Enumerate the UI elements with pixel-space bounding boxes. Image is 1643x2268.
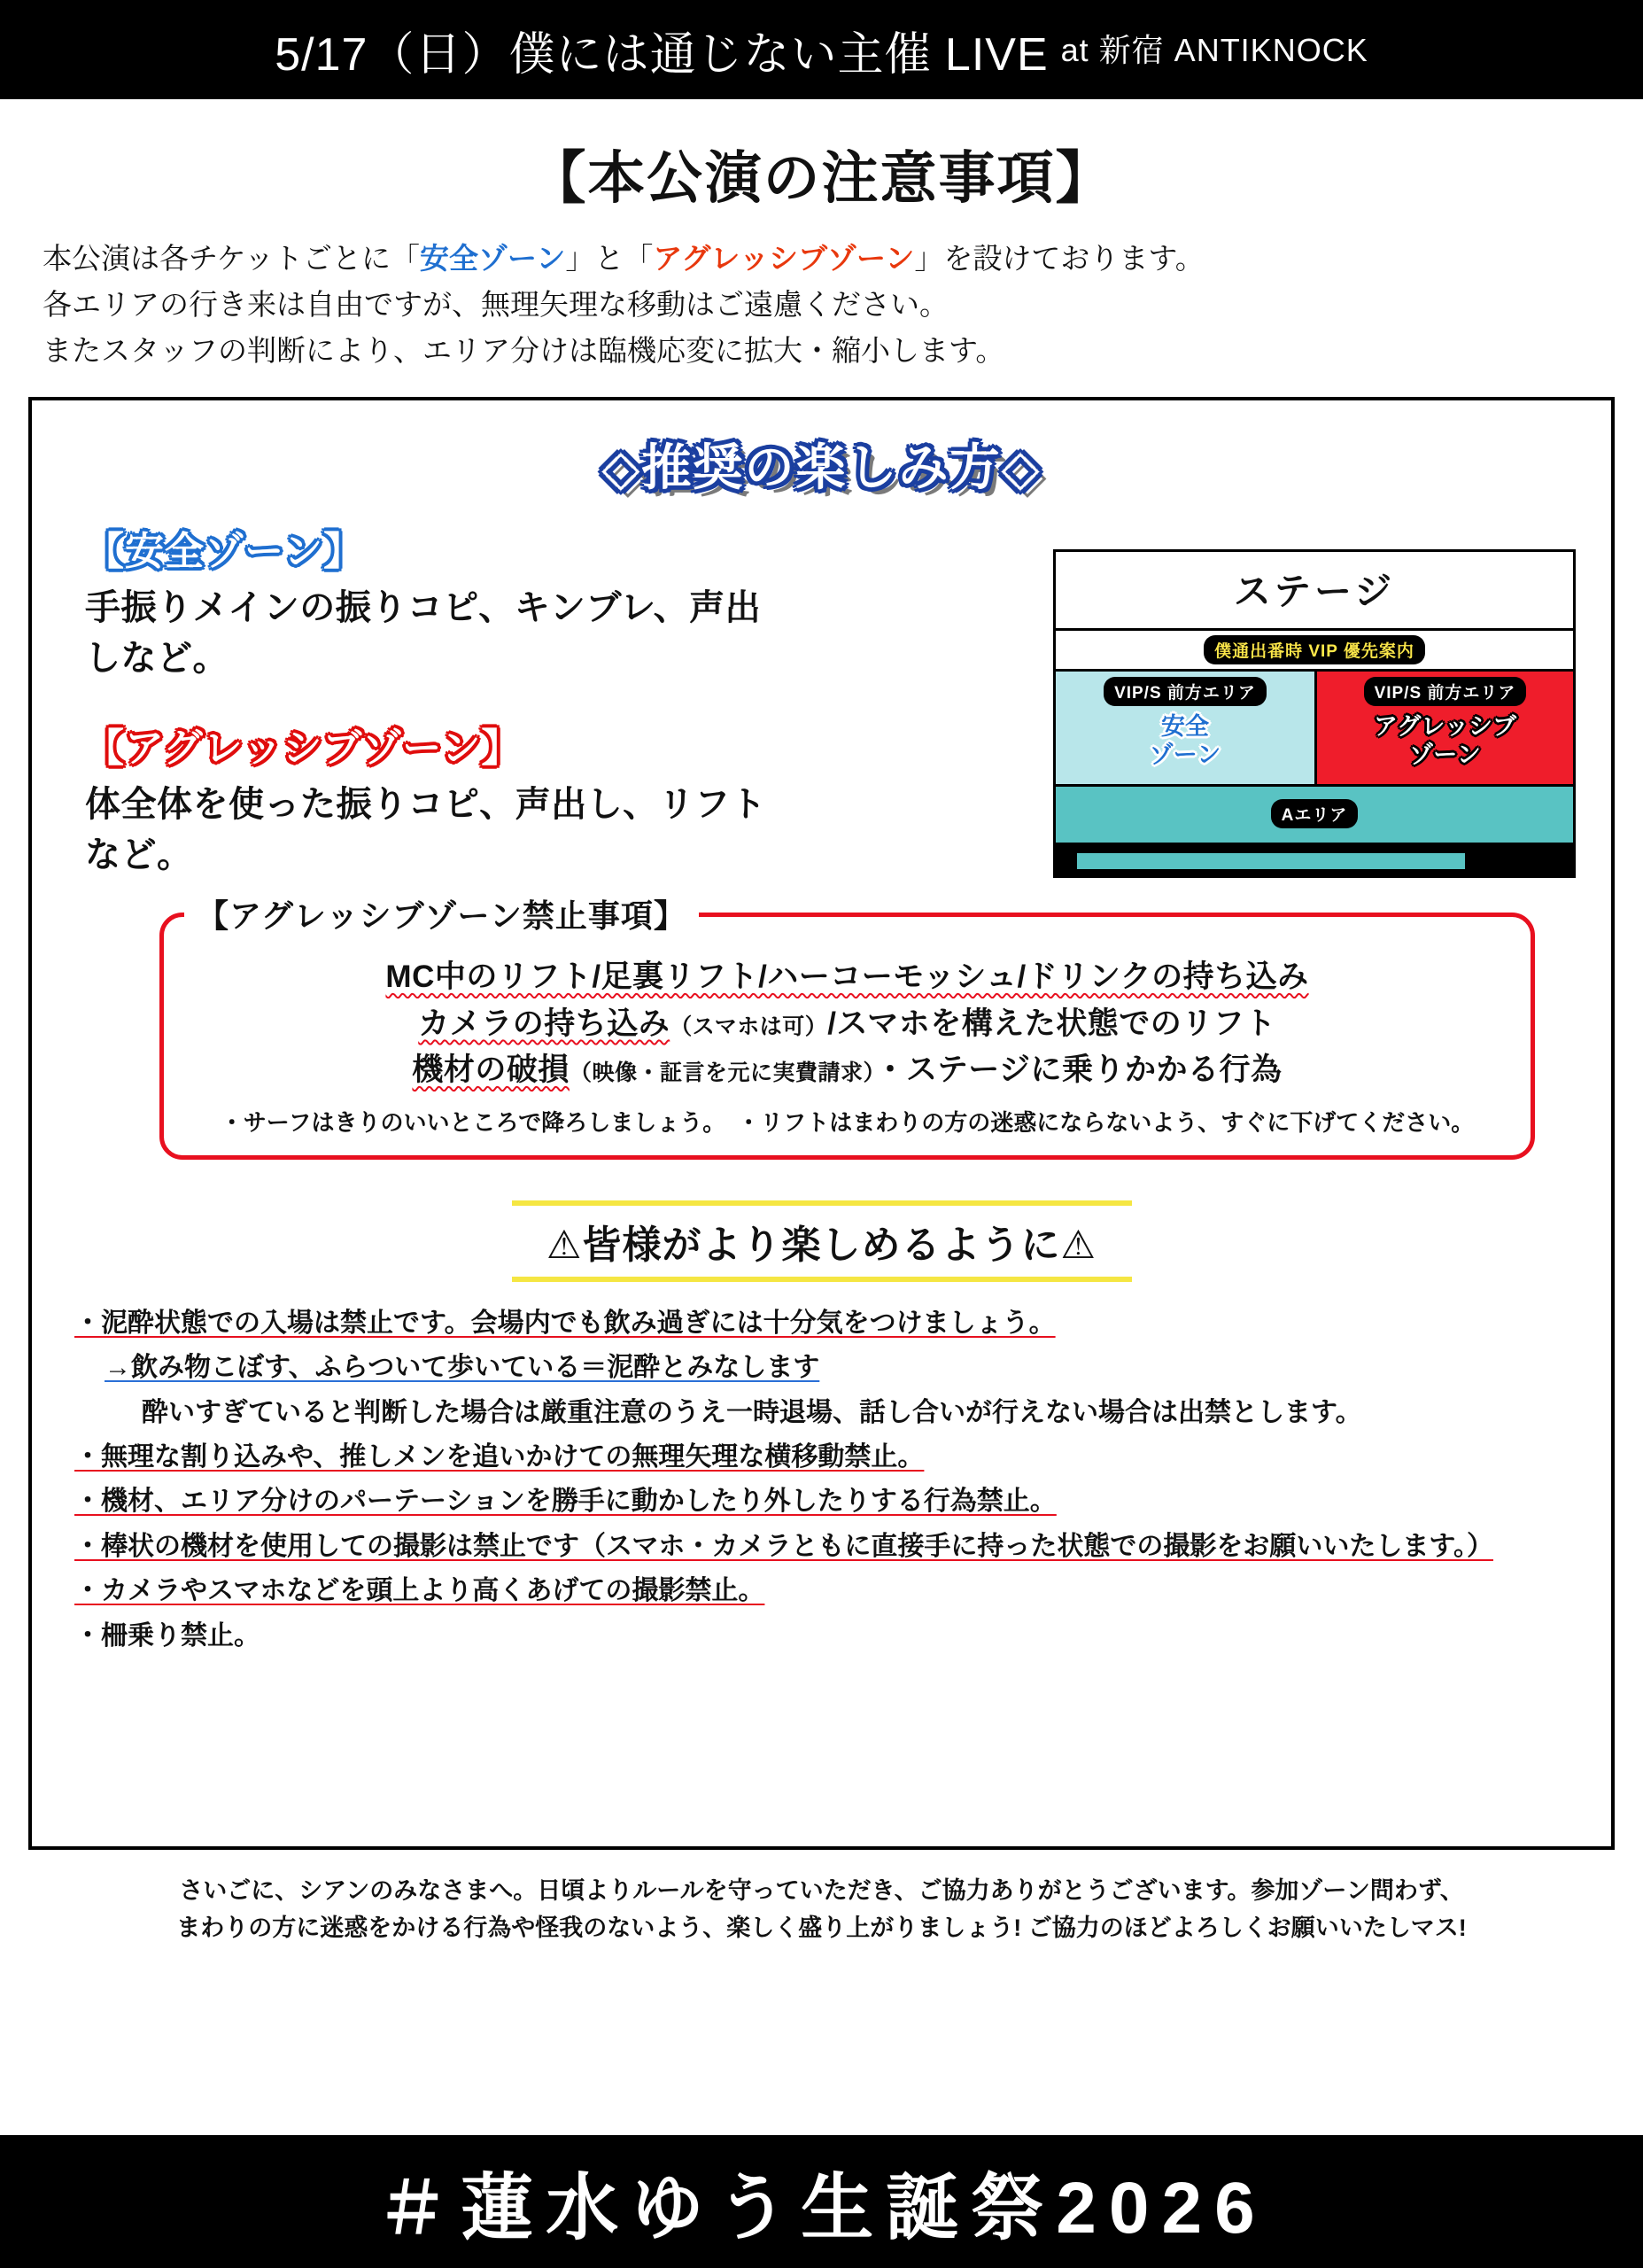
map-safe-zone-line2: ゾーン <box>1149 742 1221 769</box>
map-entrance-area <box>1056 845 1573 875</box>
prohibited-line-3a: 機材の破損 <box>412 1052 570 1088</box>
main-content-box <box>28 397 1615 1850</box>
map-safe-vip-tag: VIP/S 前方エリア <box>1104 677 1267 706</box>
safe-zone-term: 安全ゾーン <box>420 242 566 275</box>
prohibited-line-1 <box>180 954 1515 1001</box>
prohibited-extra-note: ・サーフはきりのいいところで降ろしましょう。 ・リフトはまわりの方の迷惑にならないよう、すぐに下げてください。 <box>220 1108 1475 1136</box>
recommended-heading: ◇推奨の楽しみ方◇ <box>601 439 1042 496</box>
aggressive-zone-label: 【アグレッシブゾーン】 <box>85 726 522 771</box>
rule-item-text: ・泥酔状態での入場は禁止です。会場内でも飲み過ぎには十分気をつけましょう。 <box>74 1308 1056 1338</box>
intro-line-1a: 本公演は各チケットごとに「 <box>43 242 421 275</box>
page-title: 【本公演の注意事項】 <box>529 146 1114 210</box>
closing-line-1: さいごに、シアンのみなさまへ。日頃よりルールを守っていただき、ご協力ありがとうございます。参加ゾーン問わず、 <box>179 1877 1464 1905</box>
prohibited-line-2-note: （スマホは可） <box>670 1014 828 1039</box>
prohibited-line-3b: ・ステージに乗りかかる行為 <box>874 1052 1283 1088</box>
rule-item-text: ・カメラやスマホなどを頭上より高くあげての撮影禁止。 <box>74 1576 765 1606</box>
rule-item-text: ・機材、エリア分けのパーテーションを勝手に動かしたり外したりする行為禁止。 <box>74 1487 1057 1517</box>
intro-line-1 <box>43 236 1600 282</box>
map-aggro-zone-line1: アグレッシブ <box>1374 713 1516 741</box>
map-vip-band <box>1056 631 1573 672</box>
prohibited-line-2a: カメラの持ち込み <box>418 1006 670 1041</box>
rule-item <box>74 1614 1574 1658</box>
event-header-bar <box>0 0 1643 99</box>
event-venue: at 新宿 ANTIKNOCK <box>1060 31 1368 68</box>
rule-item <box>74 1346 1574 1390</box>
intro-line-2: 各エリアの行き来は自由ですが、無理矢理な移動はご遠慮ください。 <box>43 288 949 322</box>
intro-line-1c: 」を設けております。 <box>914 242 1205 275</box>
prohibited-line-2b: /スマホを構えた状態でのリフト <box>827 1006 1276 1041</box>
map-aggro-vip-tag: VIP/S 前方エリア <box>1364 677 1527 706</box>
prohibited-line-1-text: MC中のリフト/足裏リフト/ハーコーモッシュ/ドリンクの持ち込み <box>385 959 1309 995</box>
map-aggro-zone-line2: ゾーン <box>1409 742 1481 769</box>
map-a-area-pill: Aエリア <box>1271 799 1359 828</box>
safe-zone-description: 手振りメインの振りコピ、キンブレ、声出しなど。 <box>85 588 762 679</box>
intro-line-3: またスタッフの判断により、エリア分けは臨機応変に拡大・縮小します。 <box>43 334 1005 368</box>
map-bottom-strip <box>1075 851 1467 871</box>
map-safe-zone-title <box>1061 713 1309 770</box>
rule-item <box>74 1569 1574 1613</box>
enjoy-heading: ⚠皆様がより楽しめるように⚠ <box>512 1200 1132 1282</box>
prohibited-items-box <box>159 897 1535 1160</box>
aggressive-zone-description: 体全体を使った振りコピ、声出し、リフトなど。 <box>85 785 767 875</box>
rule-item-text: ・棒状の機材を使用しての撮影は禁止です（スマホ・カメラともに直接手に持った状態での撮影をお願いいたします。） <box>74 1531 1493 1561</box>
intro-paragraph <box>43 236 1600 374</box>
aggressive-zone-term: アグレッシブゾーン <box>653 242 915 275</box>
closing-message <box>34 1873 1609 1947</box>
zone-descriptions <box>55 519 790 877</box>
prohibited-items-section <box>159 897 1535 1160</box>
event-title: 5/17（日）僕には通じない主催 LIVE <box>275 28 1049 81</box>
map-safe-zone <box>1056 672 1314 784</box>
rule-item <box>74 1525 1574 1569</box>
map-aggro-zone-title <box>1322 713 1568 770</box>
closing-line-2: まわりの方に迷惑をかける行為や怪我のないよう、楽しく盛り上がりましょう! ご協力のほどよろしくお願いいたしマス! <box>176 1915 1467 1942</box>
rule-item <box>74 1435 1574 1480</box>
prohibited-line-3-note: （映像・証言を元に実費請求） <box>569 1060 875 1086</box>
prohibited-line-2 <box>180 1001 1515 1048</box>
map-stage-label: ステージ <box>1056 552 1573 631</box>
prohibited-items-title: 【アグレッシブゾーン禁止事項】 <box>184 891 699 936</box>
safe-zone-label: 【安全ゾーン】 <box>85 530 364 574</box>
prohibited-line-3 <box>180 1047 1515 1094</box>
venue-layout-map <box>1053 549 1576 878</box>
rule-item <box>74 1301 1574 1346</box>
rule-item-text: 酔いすぎていると判断した場合は厳重注意のうえ一時退場、話し合いが行えない場合は出禁とします。 <box>142 1397 1362 1427</box>
rule-item <box>74 1391 1574 1435</box>
footer-hashtag: ＃蓮水ゆう生誕祭2026 <box>376 2167 1267 2249</box>
map-vip-pill: 僕通出番時 VIP 優先案内 <box>1204 635 1425 664</box>
rule-item-text: →飲み物こぼす、ふらついて歩いている＝泥酔とみなします <box>105 1353 820 1383</box>
footer-hashtag-bar <box>0 2135 1643 2268</box>
rule-item <box>74 1480 1574 1524</box>
rule-item-text: ・柵乗り禁止。 <box>74 1620 260 1651</box>
intro-line-1b: 」と「 <box>565 242 654 275</box>
map-a-area <box>1056 787 1573 845</box>
map-zone-columns <box>1056 672 1573 787</box>
map-aggressive-zone <box>1314 672 1573 784</box>
map-safe-zone-line1: 安全 <box>1161 713 1209 741</box>
rule-item-text: ・無理な割り込みや、推しメンを追いかけての無理矢理な横移動禁止。 <box>74 1442 925 1472</box>
rules-list <box>74 1301 1574 1658</box>
